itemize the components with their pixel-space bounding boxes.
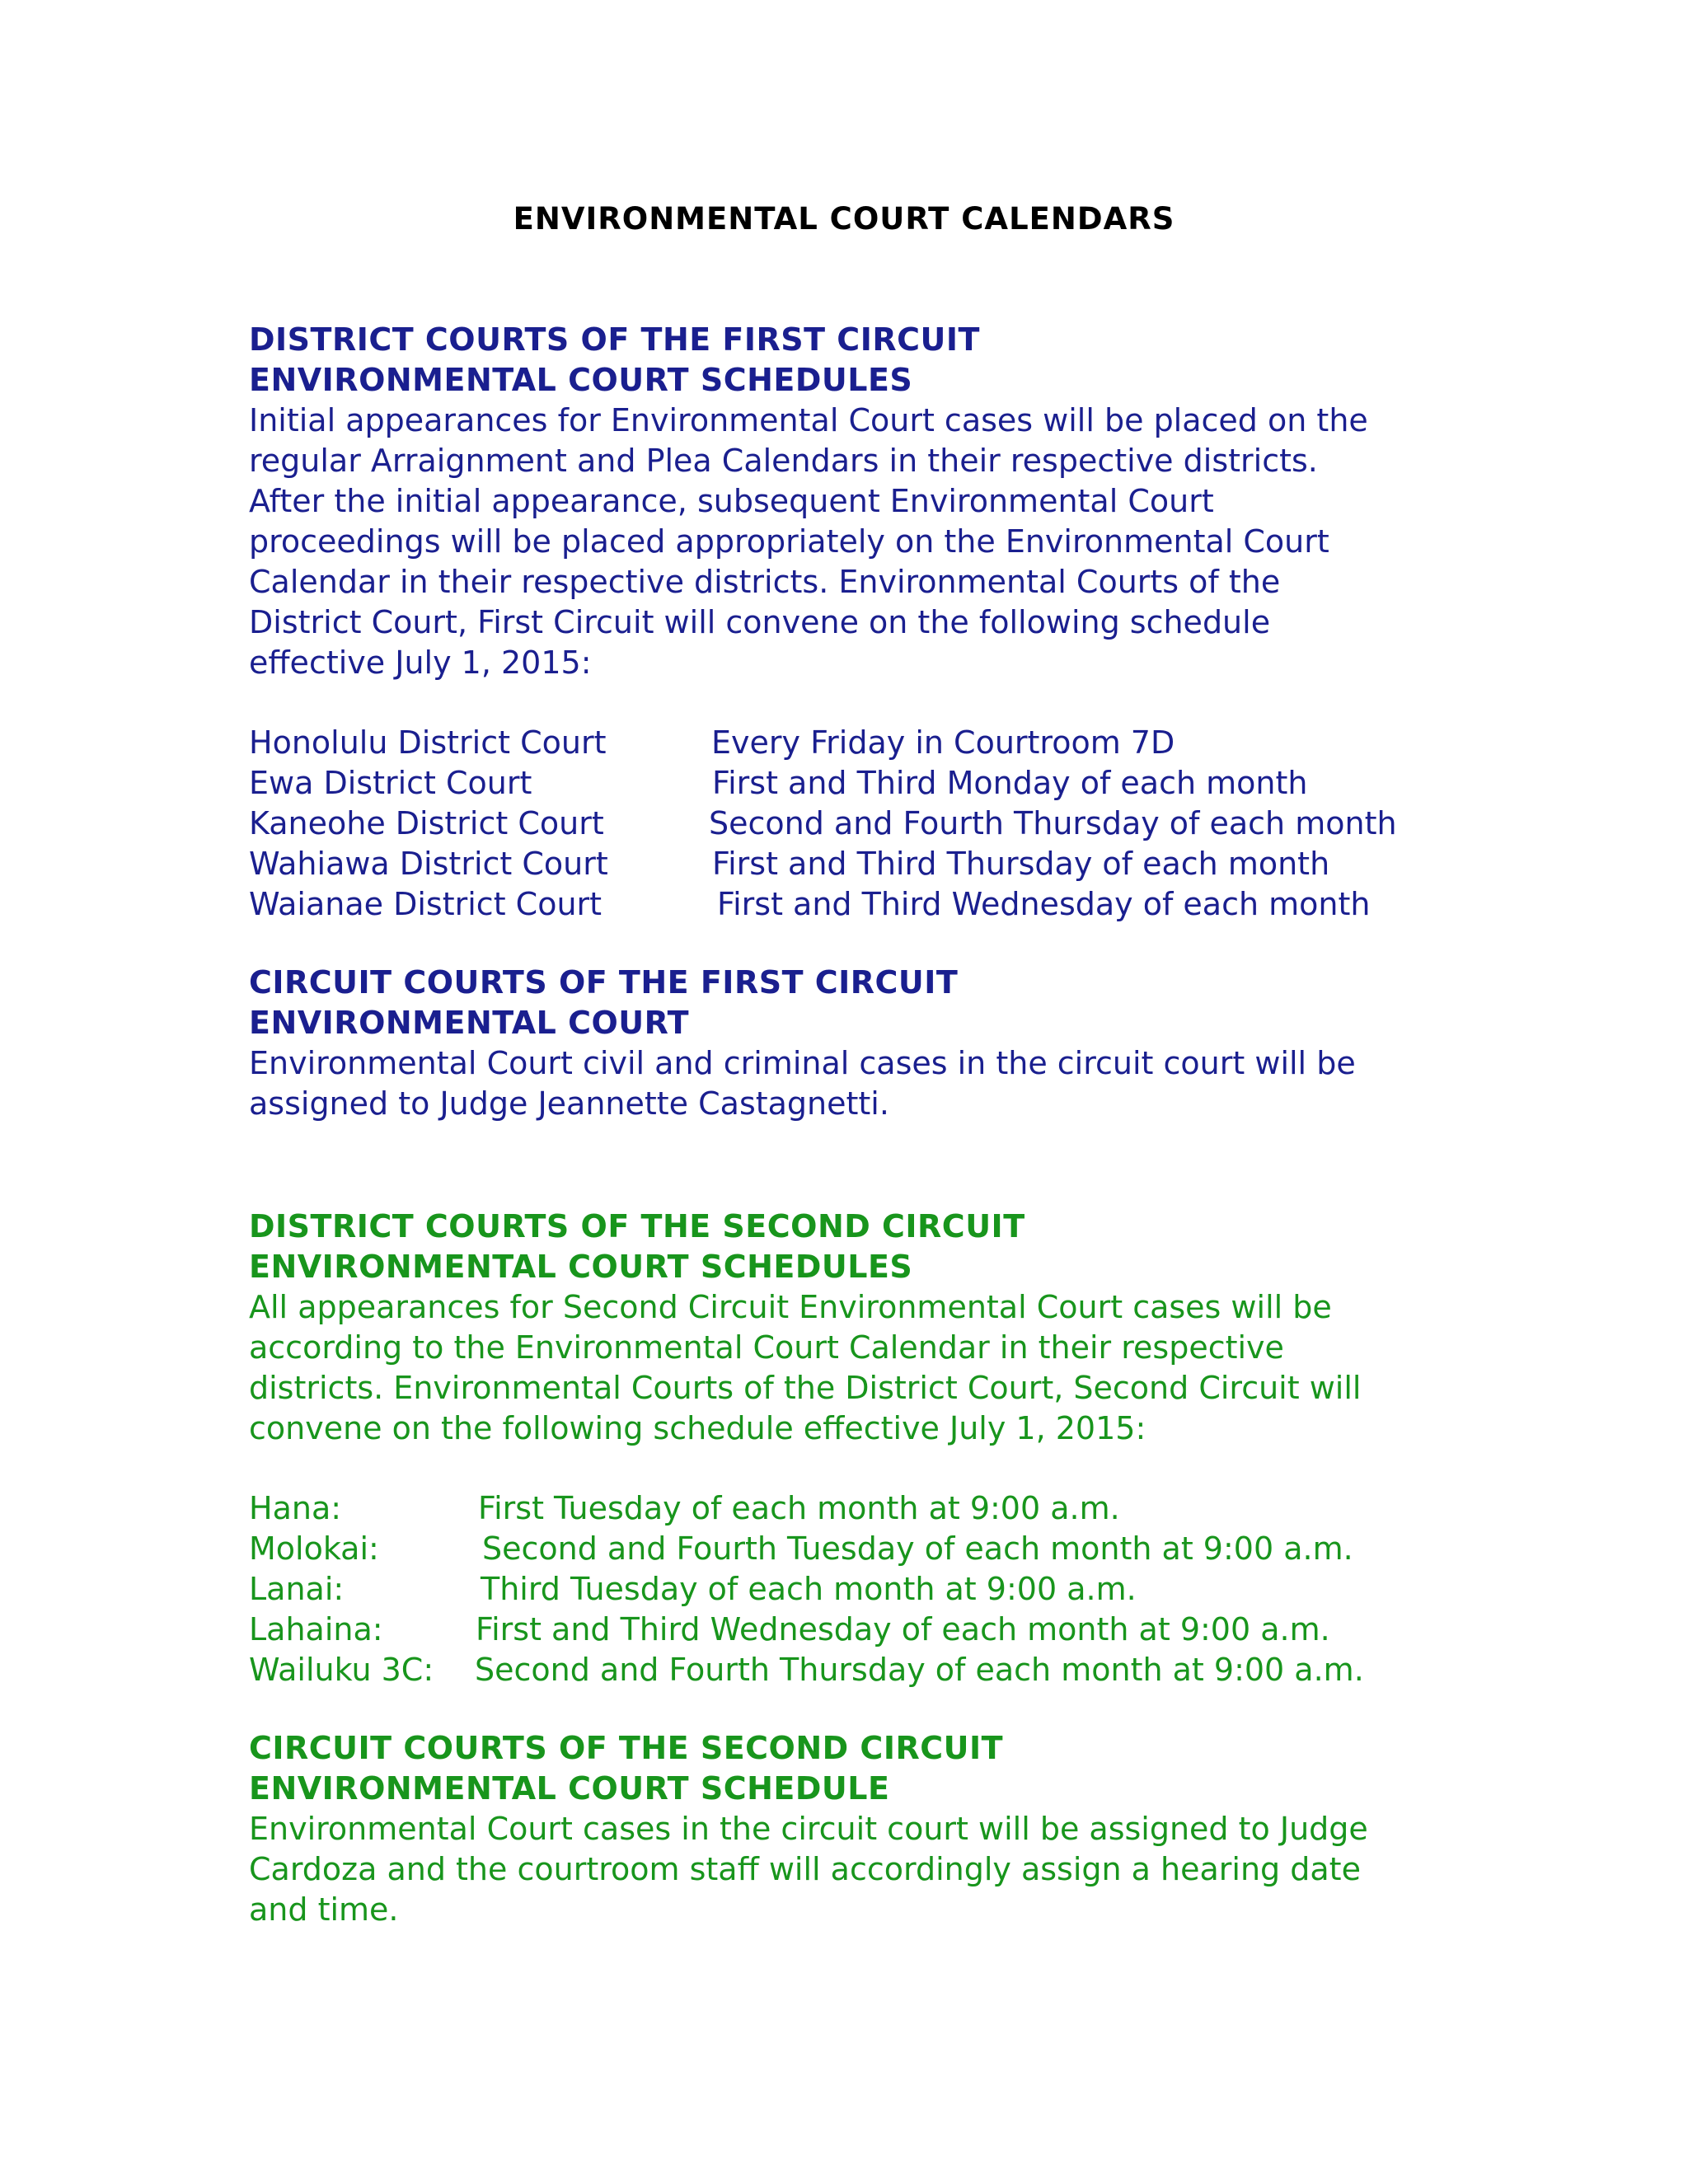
schedule-row xyxy=(249,1569,1485,1610)
section-first-circuit-district xyxy=(249,320,1485,683)
body-line: Initial appearances for Environmental Court cases will be placed on the xyxy=(249,402,1368,438)
court-schedule: Second and Fourth Thursday of each month xyxy=(709,805,1397,841)
body-line: Calendar in their respective districts. Environmental Courts of the xyxy=(249,564,1281,600)
body-line: District Court, First Circuit will convene on the following schedule xyxy=(249,604,1271,640)
body-line: districts. Environmental Courts of the District Court, Second Circuit will xyxy=(249,1370,1362,1406)
body-line: assigned to Judge Jeannette Castagnetti. xyxy=(249,1085,889,1122)
court-name: Molokai: xyxy=(249,1530,379,1567)
body-line: Environmental Court cases in the circuit court will be assigned to Judge xyxy=(249,1811,1368,1847)
court-schedule: Second and Fourth Tuesday of each month at 9:00 a.m. xyxy=(482,1530,1353,1567)
court-schedule: First and Third Wednesday of each month at 9:00 a.m. xyxy=(476,1611,1330,1647)
court-name: Kaneohe District Court xyxy=(249,805,604,841)
schedule-row xyxy=(249,1610,1485,1650)
section-heading: DISTRICT COURTS OF THE SECOND CIRCUIT xyxy=(249,1208,1025,1244)
body-line: effective July 1, 2015: xyxy=(249,644,592,681)
body-line: After the initial appearance, subsequent Environmental Court xyxy=(249,483,1214,519)
section-subheading: ENVIRONMENTAL COURT xyxy=(249,1005,690,1041)
schedule-row xyxy=(249,723,1485,763)
body-line: convene on the following schedule effective July 1, 2015: xyxy=(249,1410,1146,1446)
body-line: Cardoza and the courtroom staff will accordingly assign a hearing date xyxy=(249,1851,1361,1887)
section-subheading: ENVIRONMENTAL COURT SCHEDULES xyxy=(249,1249,913,1285)
section-second-circuit-district xyxy=(249,1207,1485,1449)
schedule-row xyxy=(249,1529,1485,1569)
schedule-row xyxy=(249,1650,1485,1690)
schedule-second-circuit xyxy=(249,1488,1485,1690)
section-heading: CIRCUIT COURTS OF THE SECOND CIRCUIT xyxy=(249,1730,1004,1766)
body-line: regular Arraignment and Plea Calendars in their respective districts. xyxy=(249,443,1318,479)
section-subheading: ENVIRONMENTAL COURT SCHEDULE xyxy=(249,1770,890,1807)
schedule-row xyxy=(249,884,1485,925)
section-heading: CIRCUIT COURTS OF THE FIRST CIRCUIT xyxy=(249,964,959,1001)
court-schedule: First Tuesday of each month at 9:00 a.m. xyxy=(478,1490,1120,1526)
body-line: All appearances for Second Circuit Environmental Court cases will be xyxy=(249,1289,1332,1325)
court-schedule: First and Third Monday of each month xyxy=(712,765,1308,801)
schedule-row xyxy=(249,1488,1485,1529)
court-name: Ewa District Court xyxy=(249,765,532,801)
schedule-first-circuit xyxy=(249,723,1485,925)
section-second-circuit-circuit xyxy=(249,1728,1485,1930)
court-name: Hana: xyxy=(249,1490,342,1526)
body-line: Environmental Court civil and criminal cases in the circuit court will be xyxy=(249,1045,1356,1081)
court-name: Wailuku 3C: xyxy=(249,1652,434,1688)
body-line: and time. xyxy=(249,1891,399,1928)
section-heading: DISTRICT COURTS OF THE FIRST CIRCUIT xyxy=(249,321,980,358)
schedule-row xyxy=(249,763,1485,804)
section-first-circuit-circuit xyxy=(249,963,1485,1124)
court-name: Waianae District Court xyxy=(249,886,603,922)
body-line: according to the Environmental Court Calendar in their respective xyxy=(249,1329,1284,1366)
schedule-row xyxy=(249,804,1485,844)
court-schedule: First and Third Wednesday of each month xyxy=(717,886,1371,922)
court-schedule: Third Tuesday of each month at 9:00 a.m. xyxy=(481,1571,1137,1607)
court-name: Lanai: xyxy=(249,1571,345,1607)
page-title: ENVIRONMENTAL COURT CALENDARS xyxy=(513,201,1175,237)
schedule-row xyxy=(249,844,1485,884)
court-name: Lahaina: xyxy=(249,1611,383,1647)
court-schedule: Every Friday in Courtroom 7D xyxy=(711,724,1175,761)
section-subheading: ENVIRONMENTAL COURT SCHEDULES xyxy=(249,362,913,398)
court-schedule: First and Third Thursday of each month xyxy=(712,846,1330,882)
court-schedule: Second and Fourth Thursday of each month at 9:00 a.m. xyxy=(475,1652,1364,1688)
court-name: Honolulu District Court xyxy=(249,724,607,761)
body-line: proceedings will be placed appropriately on the Environmental Court xyxy=(249,523,1329,560)
court-name: Wahiawa District Court xyxy=(249,846,608,882)
